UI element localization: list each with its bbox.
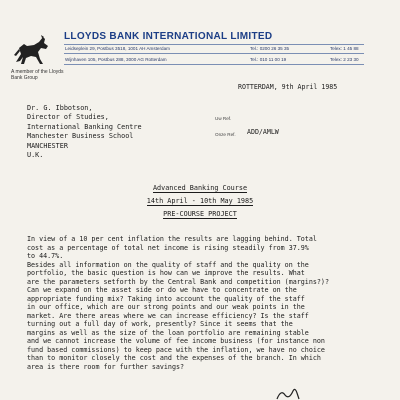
recipient-line: Director of Studies, bbox=[27, 113, 109, 122]
address-rotterdam: Wijnhaven 105, Postbus 288, 3000 AG Rotterdam bbox=[65, 57, 167, 62]
subject-project-text: PRE-COURSE PROJECT bbox=[163, 210, 237, 218]
recipient-line: International Banking Centre bbox=[27, 122, 142, 131]
body-line: to 44.7%. bbox=[27, 252, 64, 260]
body-line: than to monitor closely the cost and the expenses of the branch. In which bbox=[27, 354, 321, 362]
recipient-line: Dr. G. Ibbotson, bbox=[27, 104, 93, 112]
recipient-line: MANCHESTER bbox=[27, 141, 68, 150]
black-horse-logo-icon bbox=[12, 34, 52, 68]
subject-project bbox=[0, 210, 400, 219]
body-line: Besides all information on the quality of staff and the quality on the bbox=[27, 260, 309, 269]
body-line: cost as a percentage of total net income is rising steadily from 37.9% bbox=[27, 243, 309, 252]
phone-rotterdam: Tel.: 010 11 00 19 bbox=[250, 57, 287, 62]
signature-mark-icon bbox=[275, 385, 315, 400]
subject-course-text: Advanced Banking Course bbox=[152, 184, 248, 192]
body-line: and we cannot increase the volume of fee income business (for instance non bbox=[27, 337, 325, 345]
body-line: margins as well as the size of the loan portfolio are remaining stable bbox=[27, 328, 309, 337]
body-line: area is there room for further savings? bbox=[27, 362, 185, 371]
recipient-line: U.K. bbox=[27, 151, 44, 160]
bank-name-heading: LLOYDS BANK INTERNATIONAL LIMITED bbox=[64, 31, 273, 42]
our-ref-label: Onze Ref. bbox=[215, 132, 236, 137]
subject-course bbox=[0, 184, 400, 193]
phone-amsterdam: Tel.: 0200 26 35 35 bbox=[250, 46, 290, 51]
subject-dates-text: 14th April - 10th May 1985 bbox=[146, 197, 254, 205]
telex-rotterdam: Telex: 2 23 30 bbox=[330, 57, 359, 62]
letterhead-rule-mid bbox=[64, 53, 364, 54]
group-member-note: A member of the Lloyds Bank Group bbox=[11, 69, 64, 81]
body-line: turning out a full day of work, presently? Since it seems that the bbox=[27, 320, 293, 328]
letterhead-rule-top bbox=[64, 44, 364, 45]
letter-body bbox=[27, 235, 387, 371]
recipient-address bbox=[27, 104, 142, 160]
body-line: In view of a 10 per cent inflation the results are lagging behind. Total bbox=[27, 235, 317, 243]
subject-dates bbox=[0, 197, 400, 206]
body-line: are the parameters setforth by the Central Bank and competition (margins?)? bbox=[27, 277, 329, 286]
date-line: ROTTERDAM, 9th April 1985 bbox=[238, 83, 338, 91]
body-line: portfolio, the basic question is how can we improve the results. What bbox=[27, 269, 305, 277]
body-line: appropriate funding mix? Taking into account the quality of the staff bbox=[27, 294, 305, 303]
body-line: fund based commissions) to keep pace with the inflation, we have no choice bbox=[27, 345, 325, 354]
address-amsterdam: Leidseplein 29, Postbus 3518, 1001 AH Amsterdam bbox=[65, 46, 170, 51]
our-ref-value: ADD/AMLW bbox=[247, 128, 279, 136]
letterhead-rule-bottom bbox=[64, 64, 364, 65]
body-line: Can we expand on the asset side or do we have to concentrate on the bbox=[27, 286, 297, 294]
your-ref-label: Uw Ref. bbox=[215, 116, 232, 121]
telex-amsterdam: Telex: 1 45 88 bbox=[330, 46, 359, 51]
body-line: in our office, which are our strong points and our weak points in the bbox=[27, 303, 305, 311]
recipient-line: Manchester Business School bbox=[27, 132, 134, 141]
body-line: market. Are there areas where we can increase efficiency? Is the staff bbox=[27, 311, 309, 320]
